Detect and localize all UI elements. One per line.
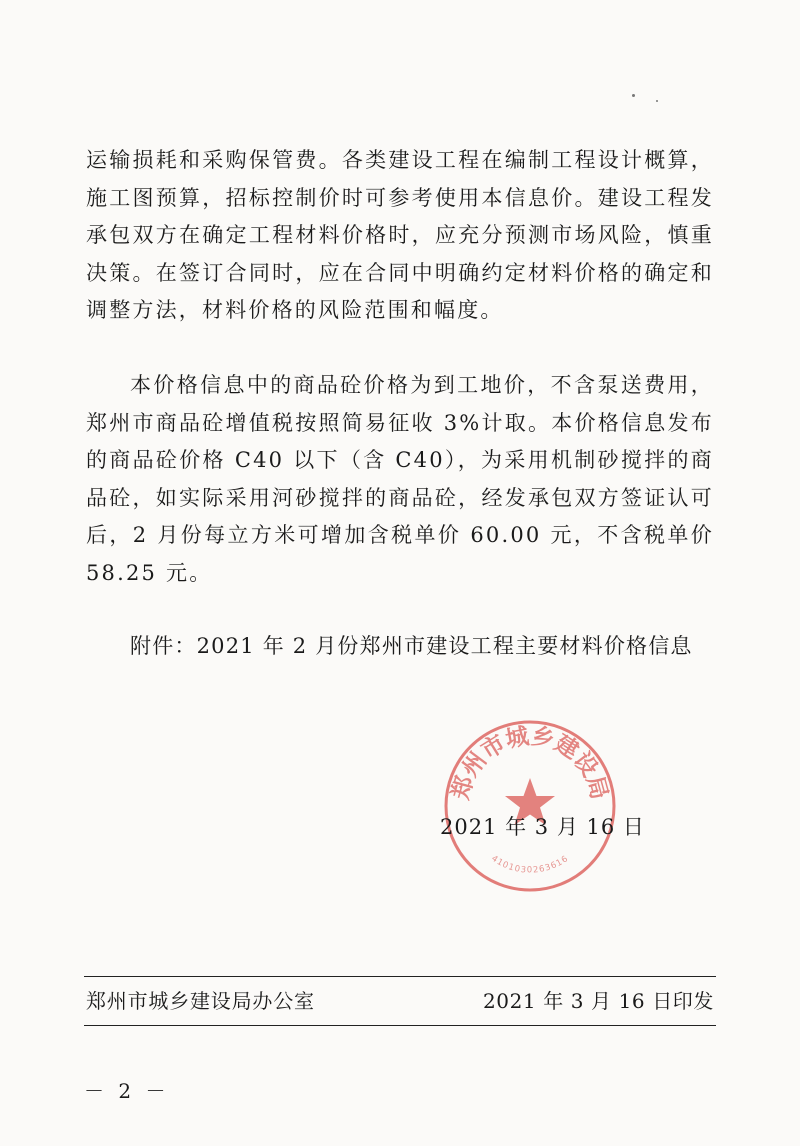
body-paragraph-2: 本价格信息中的商品砼价格为到工地价，不含泵送费用，郑州市商品砼增值税按照简易征收 3%计取。本价格信息发布的商品砼价格 C40 以下（含 C40），为采用机制砂搅拌的商品砼，如实际采用河砂搅拌的商品砼，经发承包双方签证认可后，2 月份每立方米可增加含税单价 60.00 元，不含税单价 58.25 元。: [86, 373, 714, 585]
body-paragraph-1: 运输损耗和采购保管费。各类建设工程在编制工程设计概算，施工图预算，招标控制价时可参考使用本信息价。建设工程发承包双方在确定工程材料价格时，应充分预测市场风险，慎重决策。在签订合同时，应在合同中明确约定材料价格的确定和调整方法，材料价格的风险范围和幅度。: [86, 148, 714, 322]
footer-bottom-rule: [84, 1025, 716, 1026]
footer-issuer: 郑州市城乡建设局办公室: [86, 989, 315, 1013]
scan-speck: [632, 94, 635, 97]
signature-date: 2021 年 3 月 16 日: [440, 815, 645, 839]
seal-number: 4101030263616: [489, 853, 571, 876]
official-seal-icon: [442, 718, 618, 894]
footer-top-rule: [84, 976, 716, 977]
svg-text:4101030263616: [489, 854, 571, 876]
seal-text: 郑州市城乡建设局: [447, 723, 613, 803]
scan-speck: [656, 100, 658, 102]
page-number: － 2 －: [84, 1079, 170, 1103]
attachment-line: 附件：2021 年 2 月份郑州市建设工程主要材料价格信息: [130, 634, 693, 658]
footer-issue-date: 2021 年 3 月 16 日印发: [482, 989, 714, 1013]
